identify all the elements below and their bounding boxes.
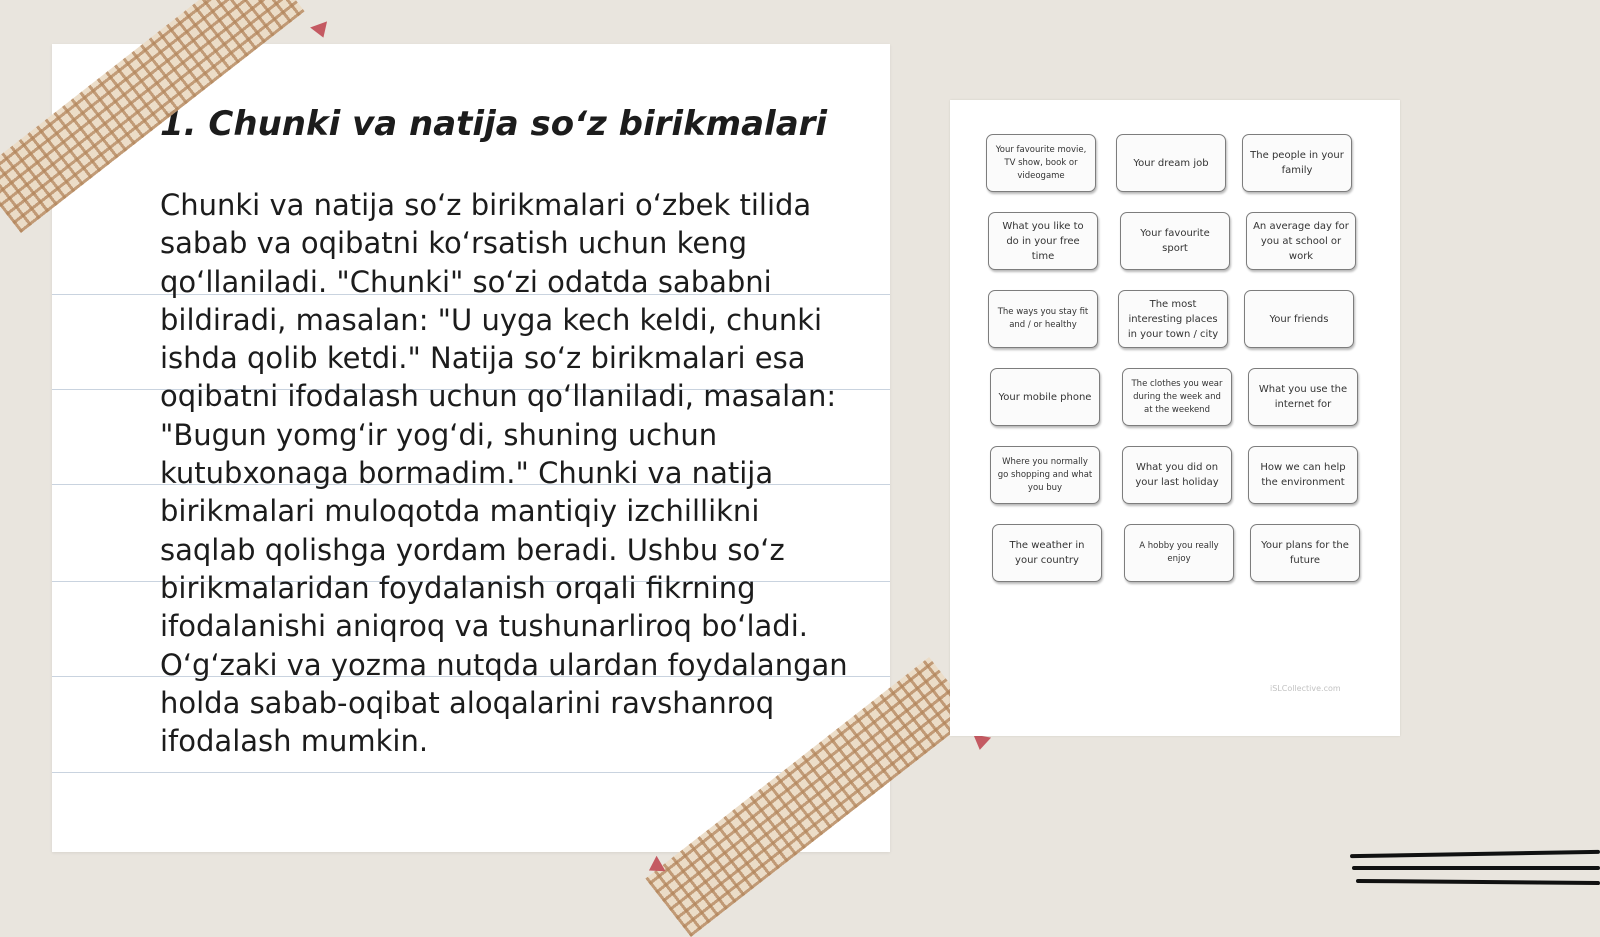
worksheet-card: A hobby you really enjoy xyxy=(1124,524,1234,582)
pin-icon xyxy=(971,735,991,752)
worksheet-card: Your favourite movie, TV show, book or videogame xyxy=(986,134,1096,192)
worksheet-card: Your friends xyxy=(1244,290,1354,348)
worksheet-image xyxy=(950,100,1400,736)
worksheet-card: Your plans for the future xyxy=(1250,524,1360,582)
worksheet-card: The ways you stay fit and / or healthy xyxy=(988,290,1098,348)
worksheet-card: Where you normally go shopping and what you buy xyxy=(990,446,1100,504)
worksheet-card: The people in your family xyxy=(1242,134,1352,192)
worksheet-card: What you like to do in your free time xyxy=(988,212,1098,270)
worksheet-card: Your mobile phone xyxy=(990,368,1100,426)
slide-body-text: Chunki va natija so‘z birikmalari o‘zbek tilida sabab va oqibatni ko‘rsatish uchun keng qo‘llaniladi. "Chunki" so‘zi odatda sababni bildiradi, masalan: "U uyga kech keldi, chunki ishda qolib ketdi." Natija so‘z birikmalari esa oqibatni ifodalash uchun qo‘llaniladi, masalan: "Bugun yomg‘ir yog‘di, shuning uchun kutubxonaga bormadim." Chunki va natija birikmalari muloqotda mantiqiy izchillikni saqlab qolishga yordam beradi. Ushbu so‘z birikmalaridan foydalanish orqali fikrning ifodalanishi aniqroq va tushunarliroq bo‘ladi. O‘g‘zaki va yozma nutqda ulardan foydalangan holda sabab-oqibat aloqalarini ravshanroq ifodalash mumkin. xyxy=(160,188,848,759)
worksheet-watermark: iSLCollective.com xyxy=(1270,684,1341,693)
worksheet-card: What you did on your last holiday xyxy=(1122,446,1232,504)
worksheet-card: How we can help the environment xyxy=(1248,446,1358,504)
slide-heading: 1. Chunki va natija so‘z birikmalari xyxy=(160,104,828,144)
brush-stroke xyxy=(1352,866,1600,870)
worksheet-card: What you use the internet for xyxy=(1248,368,1358,426)
brush-stroke xyxy=(1350,850,1600,858)
worksheet-card: Your dream job xyxy=(1116,134,1226,192)
worksheet-card: The weather in your country xyxy=(992,524,1102,582)
worksheet-card: The most interesting places in your town / city xyxy=(1118,290,1228,348)
worksheet-card: Your favourite sport xyxy=(1120,212,1230,270)
worksheet-card: The clothes you wear during the week and at the weekend xyxy=(1122,368,1232,426)
brush-stroke xyxy=(1356,879,1600,885)
pin-icon xyxy=(310,21,332,40)
paper-rule xyxy=(52,772,890,773)
worksheet-card: An average day for you at school or work xyxy=(1246,212,1356,270)
